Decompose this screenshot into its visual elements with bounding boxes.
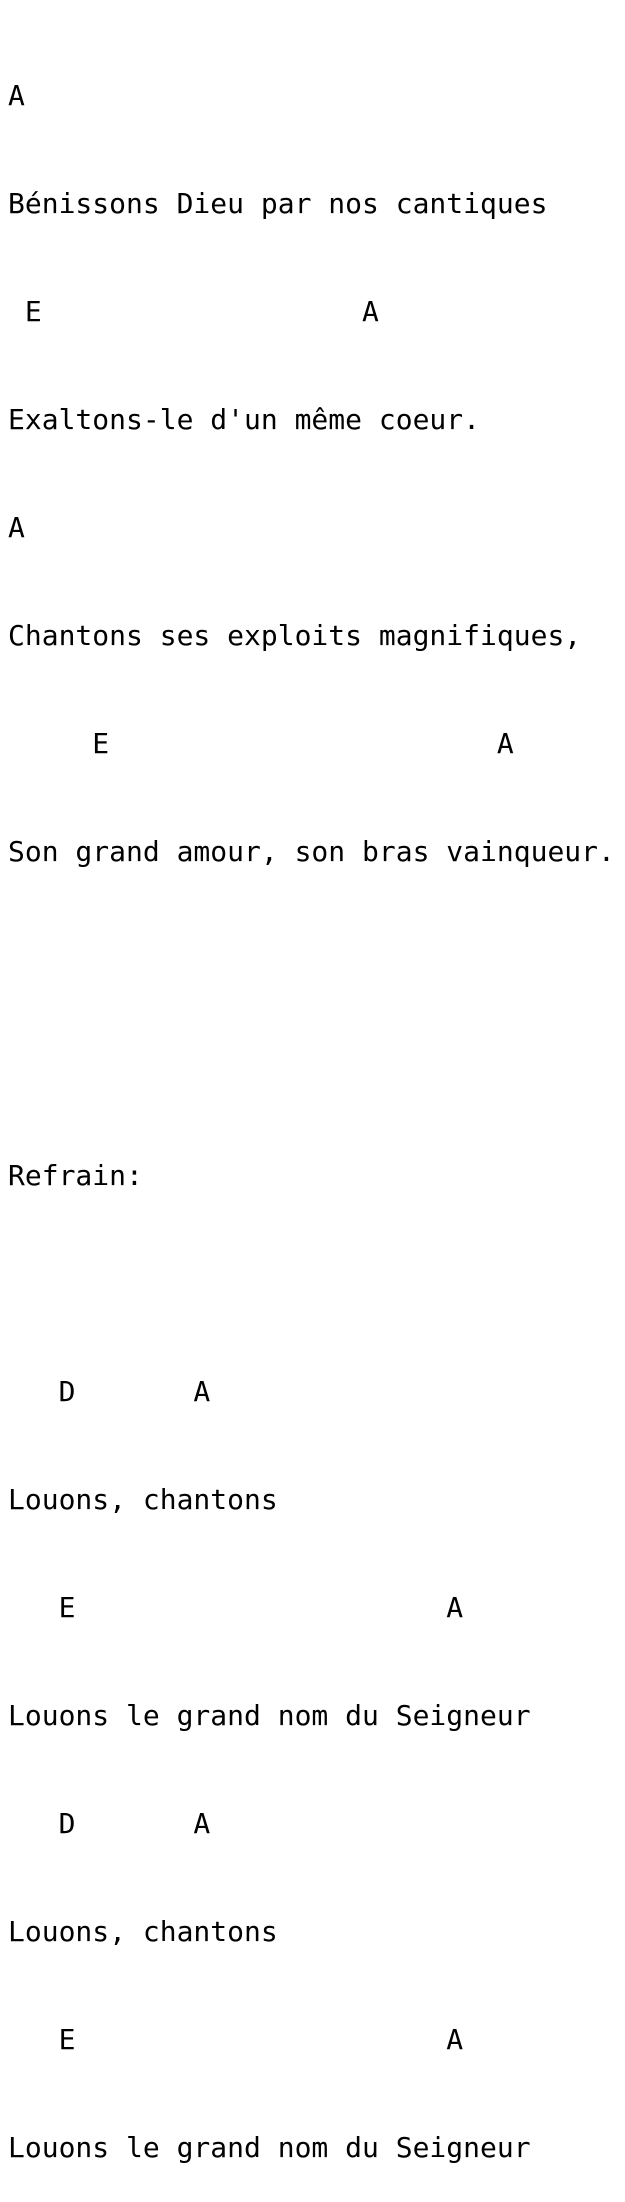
chord-line: E A xyxy=(8,727,514,760)
chord-line: A xyxy=(8,511,25,544)
chord-line: E A xyxy=(8,295,379,328)
lyric-line: Louons, chantons xyxy=(8,1915,278,1948)
blank-line xyxy=(8,1266,625,1302)
chord-line: E A xyxy=(8,1591,464,1624)
lyric-line: Louons, chantons xyxy=(8,1483,278,1516)
lyric-line: Chantons ses exploits magnifiques, xyxy=(8,619,582,652)
chord-line: E A xyxy=(8,2023,464,2056)
lyric-line: Louons le grand nom du Seigneur xyxy=(8,1699,531,1732)
blank-line xyxy=(8,1050,625,1086)
chord-line: A xyxy=(8,79,25,112)
lyric-line: Louons le grand nom du Seigneur xyxy=(8,2131,531,2164)
section-label: Refrain: xyxy=(8,1159,143,1192)
blank-line xyxy=(8,942,625,978)
lyric-line: Son grand amour, son bras vainqueur. xyxy=(8,835,615,868)
lyric-line: Exaltons-le d'un même coeur. xyxy=(8,403,481,436)
chord-line: D A xyxy=(8,1375,211,1408)
lyric-line: Bénissons Dieu par nos cantiques xyxy=(8,187,548,220)
chord-line: D A xyxy=(8,1807,211,1840)
